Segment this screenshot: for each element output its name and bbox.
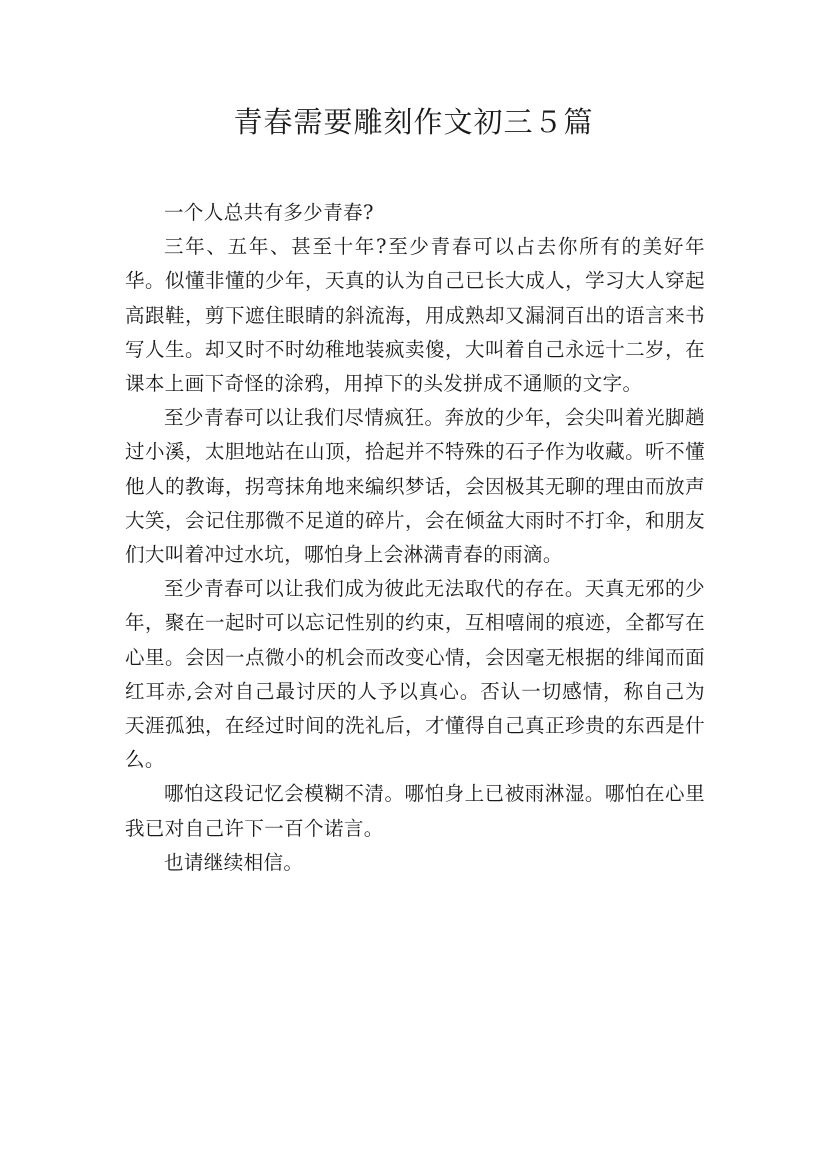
paragraph-6: 也请继续相信。 xyxy=(164,850,304,874)
paragraph-5: 哪怕这段记忆会模糊不清。哪怕身上已被雨淋湿。哪怕在心里我已对自己许下一百个诺言。 xyxy=(125,782,705,840)
paragraph-2: 三年、五年、甚至十年?至少青春可以占去你所有的美好年华。似懂非懂的少年，天真的认为自己已长大成人，学习大人穿起高跟鞋，剪下遮住眼睛的斜流海，用成熟却又漏洞百出的语言来书写人生。却又时不时幼稚地装疯卖傻，大叫着自己永远十二岁，在课本上画下奇怪的涂鸦，用掉下的头发拼成不通顺的文字。 xyxy=(125,235,705,396)
paragraph-3: 至少青春可以让我们尽情疯狂。奔放的少年，会尖叫着光脚趟过小溪，太胆地站在山顶，拾起并不特殊的石子作为收藏。听不懂他人的教诲，拐弯抹角地来编织梦话，会因极其无聊的理由而放声大笑，会记住那微不足道的碎片，会在倾盆大雨时不打伞，和朋友们大叫着冲过水坑，哪怕身上会淋满青春的雨滴。 xyxy=(125,406,705,567)
paragraph-4: 至少青春可以让我们成为彼此无法取代的存在。天真无邪的少年，聚在一起时可以忘记性别的约束，互相嘻闹的痕迹，全都写在心里。会因一点微小的机会而改变心情，会因毫无根据的绯闻而面红耳赤,会对自己最讨厌的人予以真心。否认一切感情，称自己为天涯孤独，在经过时间的洗礼后，才懂得自己真正珍贵的东西是什么。 xyxy=(125,577,705,772)
document-title: 青春需要雕刻作文初三５篇 xyxy=(233,105,594,139)
paragraph-1: 一个人总共有多少青春? xyxy=(164,201,374,224)
document-body xyxy=(125,196,705,880)
